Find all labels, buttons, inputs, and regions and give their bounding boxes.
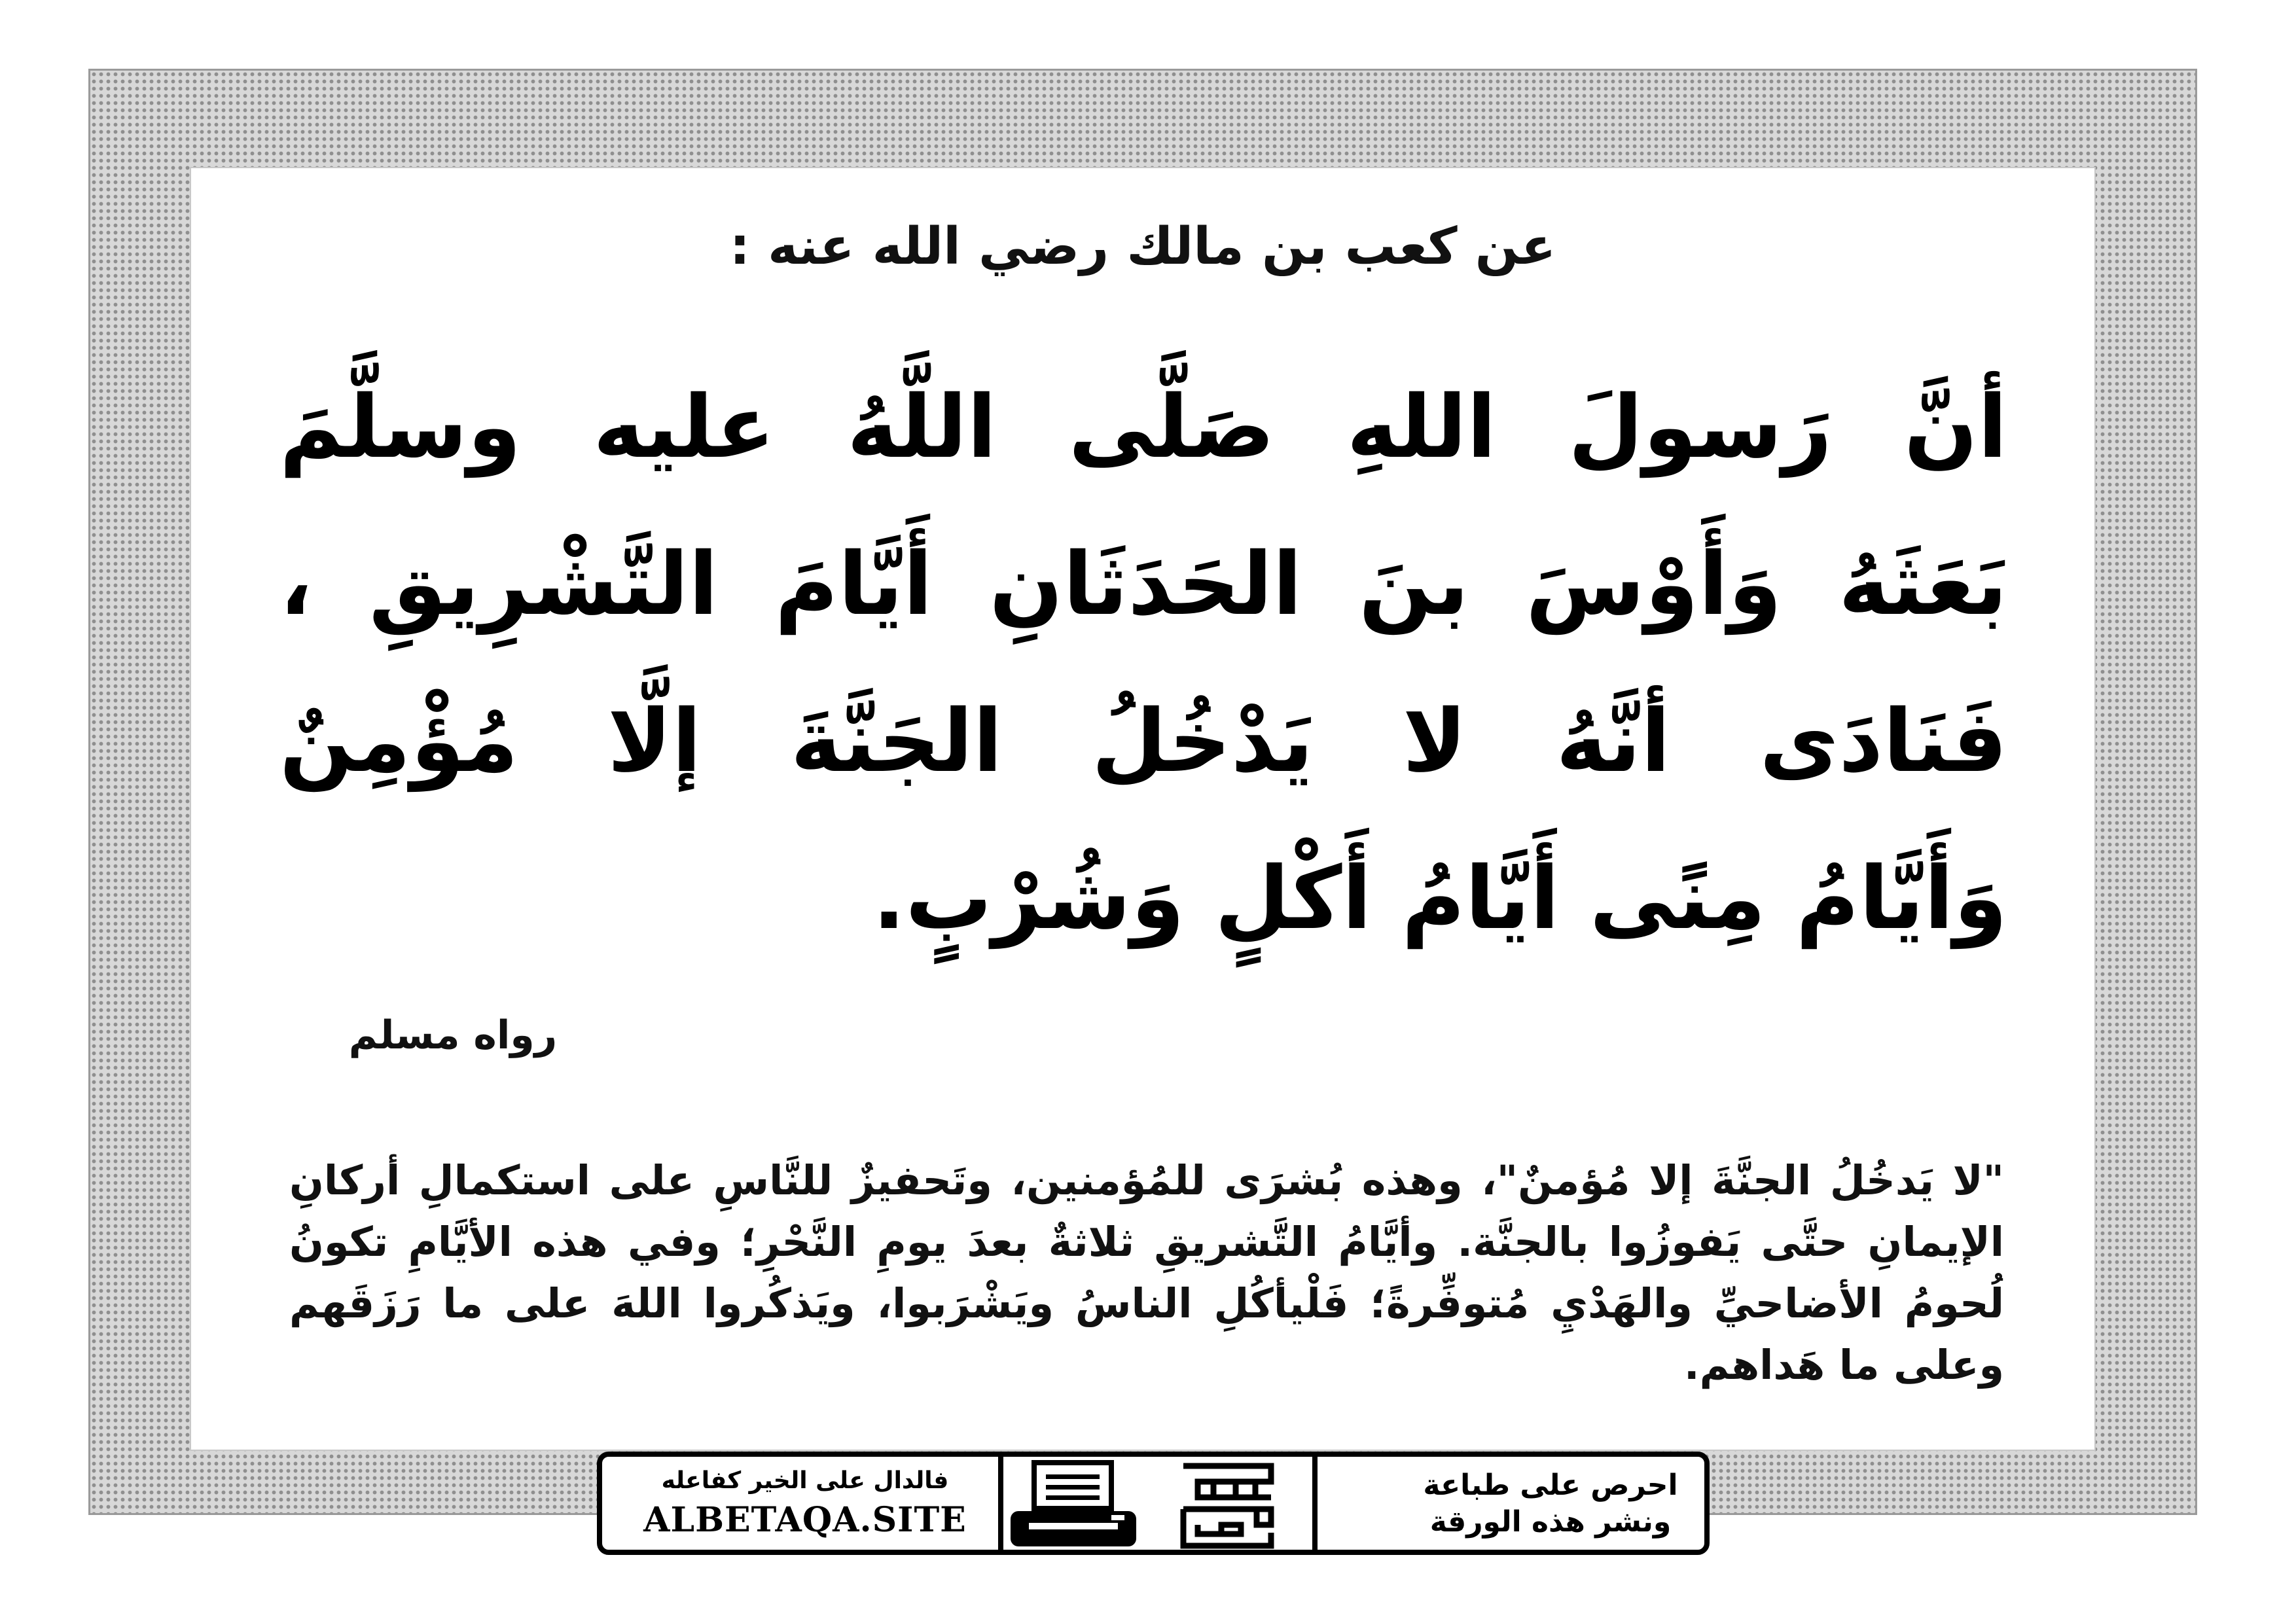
hadith-source: رواه مسلم xyxy=(348,1012,558,1058)
footer-cta-line: ونشر هذه الورقة xyxy=(1429,1505,1672,1539)
hadith-line: فَنَادَى أنَّهُ لا يَدْخُلُ الجَنَّةَ إلَّا مُؤْمِنٌ xyxy=(279,691,2007,792)
footer-cta xyxy=(1410,1467,1691,1541)
footer-tagline: فالدال على الخير كفاعله xyxy=(661,1467,949,1494)
footer-site-box xyxy=(615,1465,995,1543)
footer-divider xyxy=(998,1457,1003,1550)
footer-bar xyxy=(597,1452,1710,1555)
footer-divider xyxy=(1312,1457,1318,1550)
hadith-line: وَأَيَّامُ مِنًى أَيَّامُ أَكْلٍ وَشُرْبٍ. xyxy=(872,848,2007,949)
card-paper xyxy=(190,167,2096,1451)
printer-icon xyxy=(1008,1460,1139,1552)
footer-site-link[interactable]: ALBETAQA.SITE xyxy=(643,1500,967,1540)
hadith-line: أنَّ رَسولَ اللهِ صَلَّى اللَّهُ عليه وسلَّمَ xyxy=(279,377,2007,478)
commentary-paragraph: "لا يَدخُلُ الجنَّةَ إلا مُؤمنٌ"، وهذه بُشرَى للمُؤمنين، وتَحفيزٌ للنَّاسِ على استكمالِ أركانِ الإيمانِ حتَّى يَفوزُوا بالجنَّة. وأيَّامُ التَّشريقِ ثلاثةٌ بعدَ يومِ النَّحْرِ؛ وفي هذه الأيَّامِ تكونُ لُحومُ الأضاحيِّ والهَدْيِ مُتوفِّرةً؛ فَلْيأكُلِ الناسُ ويَشْرَبوا، ويَذكُروا اللهَ على ما رَزَقَهم وعلى ما هَداهم. xyxy=(289,1156,2004,1389)
footer-cta-line: احرص على طباعة xyxy=(1423,1469,1678,1502)
kufic-logo-icon xyxy=(1178,1462,1276,1550)
narrator-heading: عن كعب بن مالك رضي الله عنه : xyxy=(729,217,1556,276)
hadith-line: بَعَثَهُ وَأَوْسَ بنَ الحَدَثَانِ أَيَّامَ التَّشْرِيقِ ، xyxy=(279,534,2007,635)
